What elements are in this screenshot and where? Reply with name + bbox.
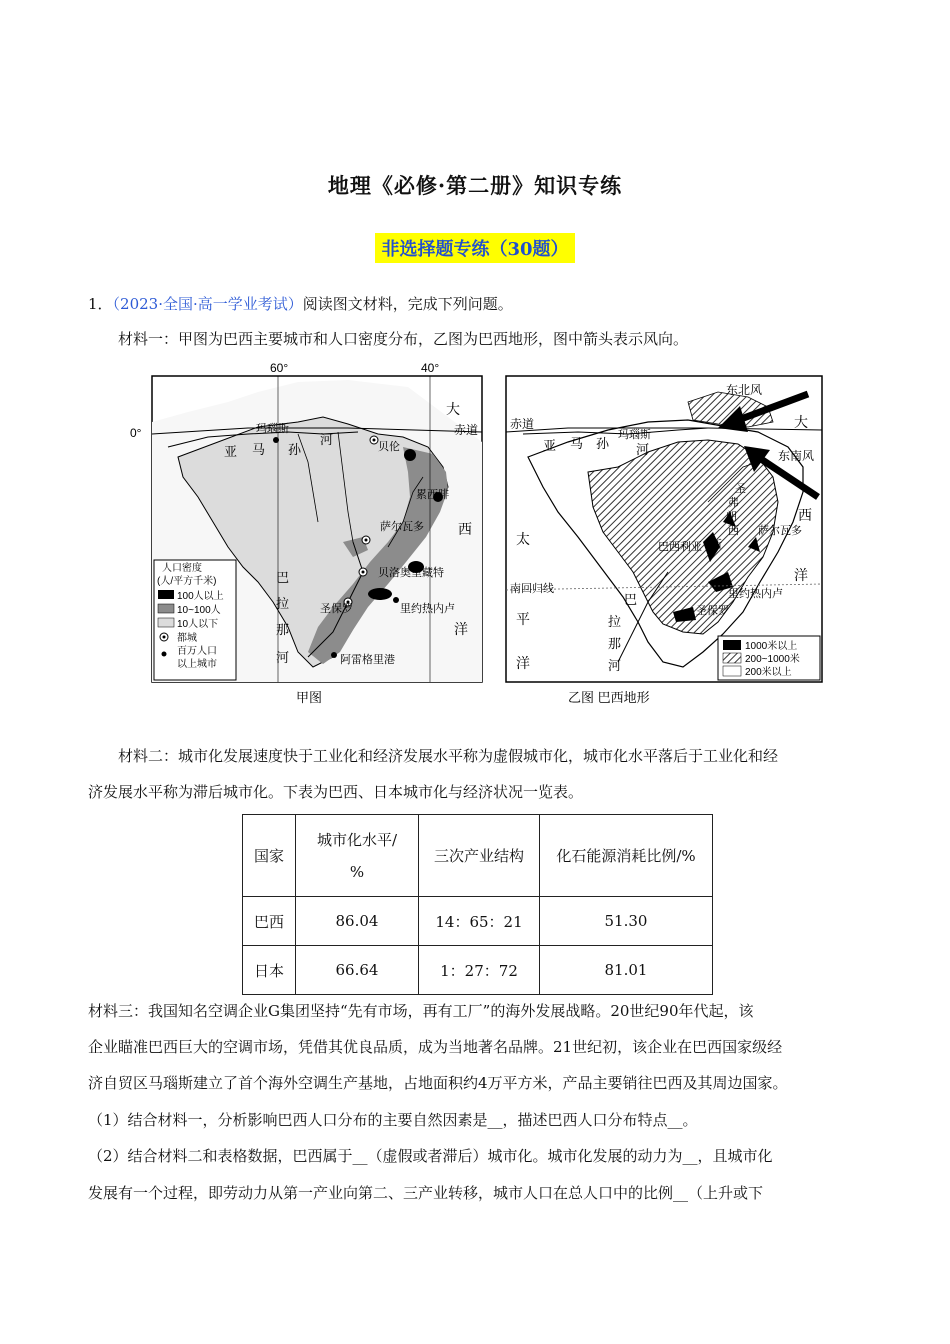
urbanization-table: [242, 814, 713, 995]
lon-40-label: 40°: [421, 361, 440, 375]
river-label: 巴: [624, 592, 638, 607]
city-label-porto-alegre: 阿雷格里港: [340, 654, 395, 666]
river-label: 河: [608, 658, 622, 673]
table-cell: 51.30: [540, 897, 713, 946]
city-label-salvador: 萨尔瓦多: [380, 521, 424, 533]
river-label: 河: [276, 650, 290, 665]
river-label: 拉: [608, 614, 622, 629]
legend-million-city: 以上城市: [177, 659, 217, 670]
city-label-manaus: 玛瑙斯: [256, 423, 289, 435]
river-label: 拉: [276, 596, 290, 611]
river-label: 河: [636, 442, 650, 457]
question-number: 1．: [88, 295, 113, 313]
equator-label: 赤道: [454, 423, 479, 437]
map-jia-legend: [154, 560, 236, 680]
table-header-cell: 化石能源消耗比例/%: [540, 815, 713, 897]
table-row: [243, 897, 713, 946]
page-title: 地理《必修·第二册》知识专练: [327, 173, 623, 198]
map-yi-caption: 乙图 巴西地形: [568, 690, 650, 705]
table-header-cell: 三次产业结构: [419, 815, 540, 897]
legend-capital: 都城: [177, 633, 197, 644]
map-yi: [506, 376, 822, 705]
subtitle-wrap: [0, 233, 950, 263]
river-label: 斯: [711, 539, 722, 551]
map-jia-caption: 甲图: [296, 690, 323, 705]
legend-mid: 200~1000米: [745, 654, 800, 665]
tropic-label: 南回归线: [510, 583, 554, 595]
river-label: 河: [320, 432, 334, 447]
table-header-cell: [296, 815, 419, 897]
river-label: 弗: [728, 497, 739, 509]
river-label: 圣: [735, 483, 746, 495]
table-cell: 1：27：72: [419, 946, 540, 995]
legend-mid: 10~100人: [177, 605, 221, 616]
ocean-label-da: 大: [446, 401, 460, 417]
city-label-sp: 圣保罗: [696, 605, 729, 617]
subquestion-1: （1）结合材料一，分析影响巴西人口分布的主要自然因素是__，描述巴西人口分布特点__。: [88, 1111, 698, 1129]
high-density-spot: [404, 449, 416, 461]
river-label: 巴: [276, 570, 290, 585]
city-label-sp: 圣保罗: [320, 603, 353, 615]
subquestion-2-line-2: 发展有一个过程，即劳动力从第一产业向第二、三产业转移，城市人口在总人口中的比例__（上升或下: [88, 1184, 764, 1202]
city-label-brasilia: 巴西利亚: [658, 541, 702, 553]
table-header-cell: 国家: [243, 815, 296, 897]
table-cell: 66.64: [296, 946, 419, 995]
material-2-line-2: 济发展水平称为滞后城市化。下表为巴西、日本城市化与经济状况一览表。: [88, 783, 584, 801]
question-1-header: [88, 294, 513, 314]
city-label-rio: 里约热内卢: [728, 588, 783, 600]
table-cell: 86.04: [296, 897, 419, 946]
table-header-row: [243, 815, 713, 897]
river-label: 马: [252, 442, 266, 457]
material-1-text: 材料一：甲图为巴西主要城市和人口密度分布，乙图为巴西地形，图中箭头表示风向。: [118, 330, 689, 348]
equator-label: 赤道: [510, 417, 535, 431]
ocean-label-yang: 洋: [454, 621, 468, 637]
map-yi-legend: [718, 636, 820, 680]
river-label: 那: [276, 622, 290, 637]
table-cell: 81.01: [540, 946, 713, 995]
river-label: 朗: [726, 511, 737, 523]
river-label: 孙: [596, 436, 610, 451]
material-3-line-3: 济自贸区马瑙斯建立了首个海外空调生产基地，占地面积约4万平方米，产品主要销往巴西及其周边国家。: [88, 1074, 788, 1092]
city-label-salvador: 萨尔瓦多: [758, 525, 802, 537]
header-urban-line2: %: [349, 862, 365, 881]
wind-label-se: 东南风: [778, 449, 815, 463]
brazil-maps-figure: [130, 361, 828, 717]
ocean-label-xi: 西: [798, 507, 812, 523]
city-label-manaus: 玛瑙斯: [618, 429, 651, 441]
legend-million-city: 百万人口: [177, 646, 217, 657]
legend-high: 1000米以上: [745, 641, 798, 652]
river-label: 马: [570, 436, 584, 451]
question-source-link[interactable]: （2023·全国·高一学业考试）: [112, 295, 303, 313]
city-label-belem: 贝伦: [378, 441, 400, 453]
material-2-line-1: 材料二：城市化发展速度快于工业化和经济发展水平称为虚假城市化，城市化水平落后于工业化和经: [118, 747, 779, 765]
legend-high: 100人以上: [177, 591, 224, 602]
map-jia: [130, 361, 482, 705]
city-label-bh: 贝洛奥里藏特: [378, 567, 444, 579]
legend-low: 10人以下: [177, 619, 219, 630]
ocean-label-yang: 洋: [794, 567, 808, 583]
lon-60-label: 60°: [270, 361, 289, 375]
table-cell: 日本: [243, 946, 296, 995]
question-intro: 阅读图文材料，完成下列问题。: [302, 295, 513, 313]
material-3-line-2: 企业瞄准巴西巨大的空调市场，凭借其优良品质，成为当地著名品牌。21世纪初，该企业在巴西国家级经: [88, 1038, 783, 1056]
table-cell: 巴西: [243, 897, 296, 946]
ocean-label-da: 大: [794, 414, 808, 430]
pacific-label: 太: [516, 531, 530, 547]
city-label-recife: 累西腓: [416, 489, 449, 501]
pacific-label: 洋: [516, 655, 530, 671]
high-density-spot: [368, 588, 392, 600]
material-3-line-1: 材料三：我国知名空调企业G集团坚持“先有市场，再有工厂”的海外发展战略。20世纪90年代起，该: [88, 1002, 754, 1020]
subquestion-2-line-1: （2）结合材料二和表格数据，巴西属于__（虚假或者滞后）城市化。城市化发展的动力为__，且城市化: [88, 1147, 773, 1165]
legend-title: (人/平方千米): [157, 576, 217, 587]
legend-low: 200米以上: [745, 667, 792, 678]
table-cell: 14：65：21: [419, 897, 540, 946]
lat-0-label: 0°: [130, 426, 142, 440]
river-label: 亚: [543, 438, 557, 453]
city-label-rio: 里约热内卢: [400, 603, 455, 615]
wind-label-ne: 东北风: [726, 383, 763, 397]
river-label: 那: [608, 636, 622, 651]
river-label: 亚: [224, 444, 238, 459]
section-subtitle: 非选择题专练（30题）: [375, 233, 574, 263]
ocean-label-xi: 西: [458, 521, 472, 537]
legend-title: 人口密度: [162, 563, 202, 574]
header-urban-line1: 城市化水平/: [316, 830, 398, 849]
river-label: 孙: [288, 442, 302, 457]
table-row: [243, 946, 713, 995]
river-label: 西: [728, 525, 739, 537]
pacific-label: 平: [516, 611, 530, 627]
